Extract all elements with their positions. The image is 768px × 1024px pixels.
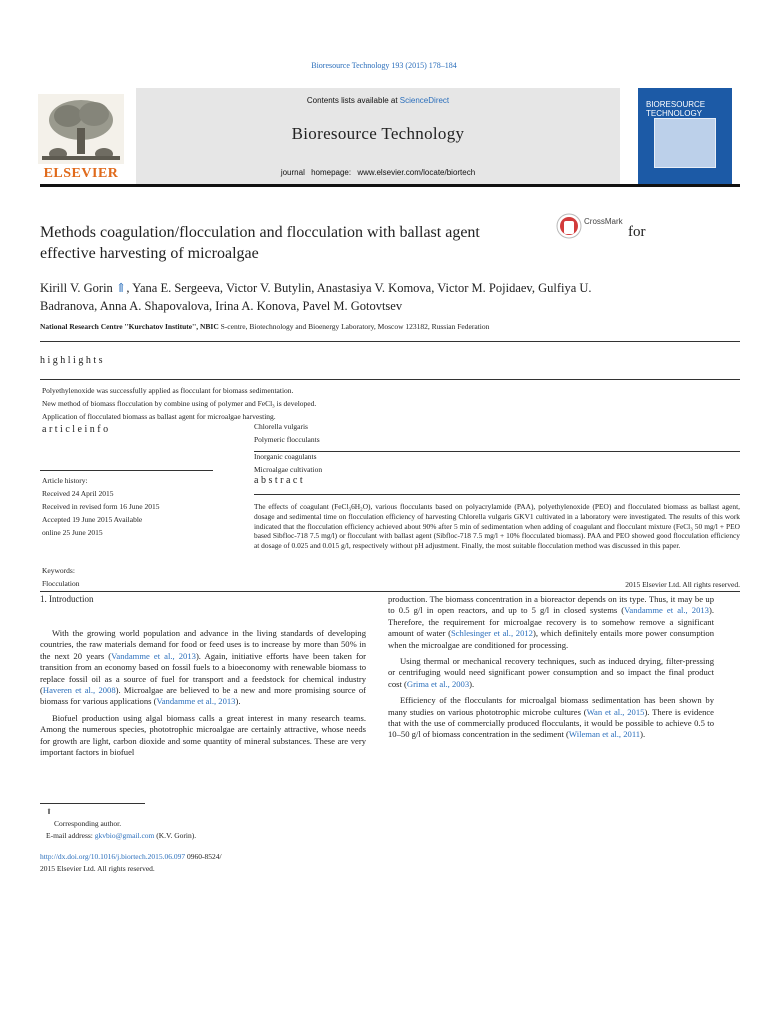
contents-prefix: Contents lists available at <box>306 96 398 105</box>
highlights-rule <box>40 379 740 380</box>
authors-line-2: Badranova, Anna A. Shapovalova, Irina A. Konova, Pavel M. Gotovtsev <box>40 299 403 313</box>
citation-link[interactable]: Schlesinger et al., 2012 <box>450 628 533 639</box>
crossmark-label[interactable]: CrossMark <box>584 217 623 226</box>
intro-text: ). <box>235 696 241 707</box>
keywords-rule <box>254 451 740 452</box>
citation-link[interactable]: Vandamme et al., 2013 <box>111 650 196 661</box>
contents-line <box>136 96 620 105</box>
article-info-heading: articleinfo <box>42 424 111 435</box>
body-text: ). Therefore, the requirement for microalgae recovery is to somehow remove a significant amount of water ( <box>388 605 714 639</box>
article-info-rule <box>40 470 213 471</box>
abstract-text: The effects of coagulant (FeCl₃6H₂O), various flocculants based on polyacrylamide (PAA), polyethylenoxide (PEO) and flocculated biomass as ballast agent, dosage and sedimental time on flocculation efficiency of harvesting Chlorella vulgaris GKV1 cultivated in a laboratory were investigated. The results of this work indicated that the flocculation efficiency achieved about 90% after 5 min of sedimentation when adding of coagulant and flocculant mixture (FeCl₃ 50 mg/l + PEO based Sibfloc-718 7.5 mg/l) or flocculant with ballast agent (Sibfloc-718 7.5 mg/l + 10% flocculated biomass). PAA and PEO showed good flocculation efficiency at dosage of 0.025 and 0.015 g/l, respectively without pH adjustment. Finally, the most suitable flocculation method was discussed in this paper. <box>254 502 740 551</box>
keyword-item: Flocculation <box>42 579 80 588</box>
doi-line <box>40 851 400 863</box>
body-text: ), which definitely entails more power consumption when the microalgae are conditioned for processing. <box>388 628 714 650</box>
keywords-continued <box>254 421 454 476</box>
first-author: Kirill V. Gorin <box>40 281 113 295</box>
abstract-heading: abstract <box>254 475 306 486</box>
doi-block <box>40 851 400 875</box>
journal-citation[interactable]: Bioresource Technology 193 (2015) 178–184 <box>311 61 457 70</box>
citation-link[interactable]: Vandamme et al., 2013 <box>624 605 709 616</box>
title-line-2: effective harvesting of microalgae <box>40 245 259 262</box>
author-list <box>40 279 700 315</box>
highlights-heading: highlights <box>40 355 106 366</box>
doi-link[interactable]: http://dx.doi.org/10.1016/j.biortech.2015.06.097 <box>40 852 186 861</box>
history-item: Received in revised form 16 June 2015 <box>42 502 160 511</box>
issn: 0960-8524/ <box>186 852 222 861</box>
right-paragraph-3 <box>388 695 714 741</box>
intro-heading: 1. Introduction <box>40 594 94 604</box>
intro-text: ). Again, initiative efforts have been taken for transition from an economy based on fossil fuels to a bioeconomy with renewable biomass to replace fossil oil as a source of fuel for transport and a feedstock for chemical industry ( <box>40 650 367 696</box>
abstract-rule <box>254 494 740 495</box>
highlight-item: New method of biomass flocculation by combine using of polymer and FeCl₃ is developed. <box>42 399 317 408</box>
title-line-1: Methods coagulation/flocculation and flocculation with ballast agent <box>40 224 480 241</box>
citation-link[interactable]: Wileman et al., 2011 <box>568 729 641 740</box>
authors-line-1 <box>40 279 700 297</box>
history-item: Received 24 April 2015 <box>42 489 114 498</box>
highlight-item: Application of flocculated biomass as ballast agent for microalgae harvesting. <box>42 412 276 421</box>
cover-image <box>654 118 716 168</box>
history-item: Accepted 19 June 2015 Available <box>42 515 143 524</box>
corresponding-author-note: Corresponding author. <box>54 819 122 828</box>
corresponding-author-mark[interactable]: ⇑ <box>115 281 127 295</box>
intro-text: With the growing world population and advance in the living standards of developing countries, the raw materials demand for food or feed uses is to increase by more than 50% in the next 20 years ( <box>40 628 366 661</box>
email-line <box>46 830 366 842</box>
title-for-word: for <box>628 224 646 240</box>
body-text: Using thermal or mechanical recovery techniques, such as induced drying, filter-pressing or centrifuging would need significant power consumption and so impact the final product cost ( <box>388 656 714 689</box>
elsevier-wordmark: ELSEVIER <box>43 166 119 181</box>
email-suffix: (K.V. Gorin). <box>156 831 197 840</box>
footnote-mark: ⇑ <box>46 807 53 816</box>
sciencedirect-link[interactable]: ScienceDirect <box>399 96 450 105</box>
journal-title: Bioresource Technology <box>291 124 465 143</box>
email-label: E-mail address: <box>46 831 93 840</box>
footnote-rule <box>40 803 145 804</box>
journal-homepage <box>136 168 620 177</box>
keyword-item: Inorganic coagulants <box>254 452 317 461</box>
highlights-list <box>42 384 462 423</box>
keyword-item: Polymeric flocculants <box>254 434 320 444</box>
history-label: Article history: <box>42 476 88 485</box>
footer-copyright: 2015 Elsevier Ltd. All rights reserved. <box>40 864 155 873</box>
citation-link[interactable]: Vandamme et al., 2013 <box>156 696 236 707</box>
right-paragraph-1 <box>388 594 714 651</box>
history-item: online 25 June 2015 <box>42 528 103 537</box>
highlights-top-rule <box>40 341 740 342</box>
intro-left-column <box>40 628 366 763</box>
keyword-item: Microalgae cultivation <box>254 464 323 474</box>
header-divider <box>40 184 740 187</box>
body-text: production. The biomass concentration in a bioreactor depends on its type. Thus, it may be up to 0.5 g/l in open reactors, and up to 5 g/l in closed systems ( <box>388 594 714 616</box>
keywords-label: Keywords: <box>42 566 75 575</box>
article-history <box>42 474 217 539</box>
intro-right-column <box>388 594 714 746</box>
paper-title <box>40 222 540 264</box>
citation-link[interactable]: Haveren et al., 2008 <box>42 685 116 696</box>
abstract-copyright: 2015 Elsevier Ltd. All rights reserved. <box>625 580 740 589</box>
body-text: ). <box>640 729 646 740</box>
footnote <box>46 806 366 842</box>
homepage-label: journal homepage: <box>280 168 352 177</box>
body-text: ). There is evidence that with the use of commercially produced flocculants, it would be possible to achieve 0.5 to 10–50 g/l of biomass concentration in the sediment ( <box>388 706 714 740</box>
keywords-block <box>42 564 217 590</box>
homepage-url[interactable]: www.elsevier.com/locate/biortech <box>357 168 476 177</box>
highlight-item: Polyethylenoxide was successfully applied as flocculant for biomass sedimentation. <box>42 386 294 395</box>
affiliation-institute: National Research Centre ''Kurchatov Institute'', NBIC <box>40 322 219 331</box>
abstract-bottom-rule <box>40 591 740 592</box>
body-text: ). <box>469 678 475 689</box>
body-text: Efficiency of the flocculants for microalgal biomass sedimentation has been shown by many studies on various phototrophic microbe cultures ( <box>388 695 714 717</box>
keyword-item: Chlorella vulgaris <box>254 422 308 431</box>
intro-paragraph-1 <box>40 628 366 708</box>
intro-paragraph-2: Biofuel production using algal biomass calls a great interest in many research teams. Among the numerous species, phototrophic microalgae are certainly attractive, whose needs for growth are light, carbon dioxide and some quantity of mineral substances. These are very important factors in biofuel <box>40 712 366 758</box>
citation-link[interactable]: Wan et al., 2015 <box>586 706 645 717</box>
citation-link[interactable]: Grima et al., 2003 <box>406 678 470 689</box>
email-link[interactable]: gkvbio@gmail.com <box>94 831 155 840</box>
cover-title: BIORESOURCE TECHNOLOGY <box>646 100 706 118</box>
affiliation-detail: S-centre, Biotechnology and Bioenergy Laboratory, Moscow 123182, Russian Federation <box>220 322 490 331</box>
right-paragraph-2 <box>388 656 714 690</box>
intro-text: ). Microalgae are believed to be a new and more promising source of biomass for various applications ( <box>40 685 366 707</box>
affiliation <box>40 322 740 331</box>
authors-line-1-rest: , Yana E. Sergeeva, Victor V. Butylin, Anastasiya V. Komova, Victor M. Pojidaev, Gulfiya U. <box>126 281 592 295</box>
